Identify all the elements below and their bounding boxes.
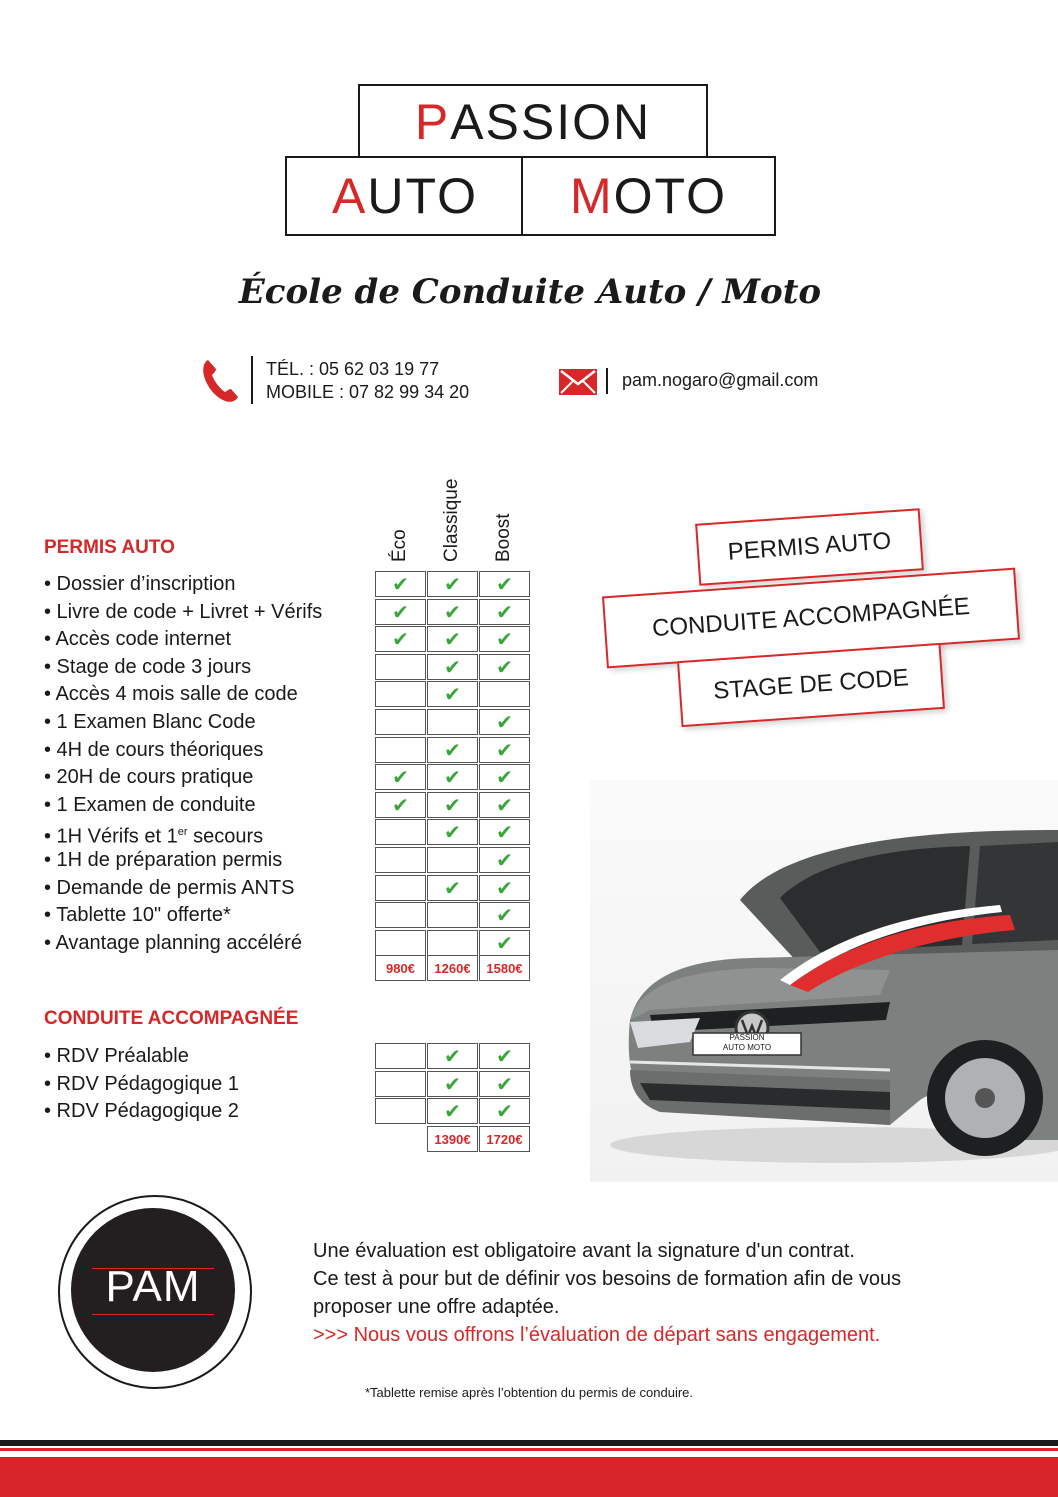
- list-item: [44, 795, 256, 815]
- table-cell: [479, 902, 530, 928]
- evaluation-offer: >>> Nous vous offrons l’évaluation de départ sans engagement.: [313, 1324, 881, 1346]
- check-icon: ✔: [496, 599, 513, 624]
- table-cell: [479, 709, 530, 735]
- list-item: [44, 1101, 239, 1121]
- table-cell: [427, 654, 478, 680]
- phone-icon: [200, 356, 242, 404]
- list-item-label: • Dossier d’inscription: [44, 573, 236, 595]
- check-icon: ✔: [444, 654, 461, 679]
- table-cell: [375, 764, 426, 790]
- list-item: [44, 905, 231, 925]
- table-cell: [375, 1098, 426, 1124]
- list-item: [44, 712, 256, 732]
- logo-letter: M: [569, 168, 614, 224]
- check-icon: ✔: [444, 1099, 461, 1124]
- table-cell: [375, 902, 426, 928]
- license-plate: [693, 1033, 801, 1055]
- list-item-label: • Livre de code + Livret + Vérifs: [44, 600, 323, 623]
- list-item: [44, 850, 282, 870]
- check-icon: ✔: [444, 599, 461, 624]
- check-icon: ✔: [392, 765, 409, 790]
- table-cell: [479, 599, 530, 625]
- check-icon: ✔: [444, 875, 461, 900]
- check-icon: ✔: [496, 1044, 513, 1068]
- plate-line: AUTO MOTO: [722, 1043, 772, 1052]
- price-cell: 1390€: [427, 1126, 478, 1152]
- table-cell: [427, 571, 478, 597]
- price-cell: 980€: [375, 955, 426, 981]
- footer-stripe-thin-red: [0, 1448, 1058, 1451]
- check-icon: ✔: [392, 572, 409, 596]
- pam-line-bottom: [92, 1314, 214, 1315]
- footer-stripe-red: [0, 1457, 1058, 1497]
- table-cell: [427, 1071, 478, 1097]
- table-cell: [375, 847, 426, 873]
- table-cell: [375, 709, 426, 735]
- list-item-label: • RDV Préalable: [44, 1045, 189, 1067]
- list-item-label: • Accès code internet: [44, 628, 232, 651]
- list-item: [44, 740, 263, 760]
- column-header-classique: Classique: [441, 478, 462, 562]
- table-cell: [479, 737, 530, 763]
- table-cell: [479, 571, 530, 597]
- footnote: *Tablette remise après l’obtention du permis de conduire.: [364, 1385, 694, 1400]
- plate-line: PASSION: [729, 1033, 765, 1042]
- pam-logo-text: PAM: [105, 1262, 201, 1311]
- table-cell: [427, 681, 478, 707]
- table-cell: [375, 1043, 426, 1069]
- table-cell: [427, 1098, 478, 1124]
- list-item-label: • Stage de code 3 jours: [44, 655, 252, 678]
- list-item: [44, 822, 263, 847]
- check-icon: ✔: [444, 737, 461, 762]
- table-cell: [375, 571, 426, 597]
- check-icon: ✔: [496, 1071, 513, 1096]
- list-item: [44, 602, 322, 622]
- list-item: [44, 657, 251, 677]
- column-header-boost: Boost: [493, 513, 514, 562]
- price-cell: 1720€: [479, 1126, 530, 1152]
- list-item-label-end: secours: [187, 826, 264, 849]
- page-subtitle: École de Conduite Auto / Moto: [238, 272, 822, 312]
- email-link[interactable]: pam.nogaro@gmail.com: [622, 370, 819, 390]
- stamp-label: STAGE DE CODE: [712, 664, 910, 705]
- table-cell: [375, 1071, 426, 1097]
- logo-text: ASSION: [450, 94, 652, 150]
- table-cell: [427, 902, 478, 928]
- table-cell: [375, 930, 426, 956]
- list-item: [44, 629, 231, 649]
- stamp-permis-auto: [695, 508, 924, 586]
- check-icon: ✔: [444, 572, 461, 596]
- logo-moto: [521, 156, 776, 236]
- table-cell: [375, 654, 426, 680]
- table-cell: [427, 764, 478, 790]
- table-cell: [375, 681, 426, 707]
- car-image: [590, 780, 1058, 1182]
- check-icon: ✔: [496, 903, 513, 928]
- logo-letter: A: [332, 168, 368, 224]
- check-icon: ✔: [444, 792, 461, 817]
- check-icon: ✔: [496, 820, 513, 845]
- price-cell: 1260€: [427, 955, 478, 981]
- table-cell: [479, 930, 530, 956]
- list-item-label: • RDV Pédagogique 2: [44, 1100, 239, 1123]
- check-icon: ✔: [496, 930, 513, 955]
- logo-passion: [358, 84, 708, 160]
- mobile-number[interactable]: MOBILE : 07 82 99 34 20: [266, 382, 470, 402]
- table-cell: [479, 626, 530, 652]
- list-item-superscript: er: [177, 826, 188, 839]
- table-cell: [479, 847, 530, 873]
- check-icon: ✔: [496, 737, 513, 762]
- table-cell: [427, 875, 478, 901]
- check-icon: ✔: [444, 1044, 461, 1068]
- divider: [251, 356, 253, 404]
- stamp-label: PERMIS AUTO: [726, 527, 893, 566]
- evaluation-text: [313, 1237, 1033, 1349]
- evaluation-line: Ce test à pour but de définir vos besoins de formation afin de vous: [313, 1268, 902, 1290]
- list-item: [44, 1046, 189, 1066]
- table-cell: [375, 599, 426, 625]
- tel-number[interactable]: TÉL. : 05 62 03 19 77: [266, 359, 440, 379]
- table-cell: [427, 819, 478, 845]
- logo-auto: [285, 156, 525, 236]
- list-item: [44, 767, 253, 787]
- table-cell: [479, 681, 530, 707]
- table-cell: [479, 1043, 530, 1069]
- table-cell: [479, 654, 530, 680]
- table-cell: [375, 875, 426, 901]
- table-cell: [479, 875, 530, 901]
- logo-text: UTO: [367, 168, 478, 224]
- check-icon: ✔: [496, 654, 513, 679]
- check-icon: ✔: [444, 1071, 461, 1096]
- column-header-eco: Éco: [389, 529, 410, 562]
- list-item-label: • 1 Examen de conduite: [44, 793, 256, 816]
- divider: [606, 368, 608, 394]
- check-icon: ✔: [496, 765, 513, 790]
- price-cell: 1580€: [479, 955, 530, 981]
- table-cell: [427, 847, 478, 873]
- table-cell: [479, 1098, 530, 1124]
- logo-text: OTO: [613, 168, 728, 224]
- list-item-label: • Demande de permis ANTS: [44, 876, 295, 899]
- check-icon: ✔: [496, 572, 513, 596]
- check-icon: ✔: [496, 710, 513, 734]
- list-item-label: • 4H de cours théoriques: [44, 738, 264, 761]
- table-cell: [427, 792, 478, 818]
- table-cell: [427, 737, 478, 763]
- table-cell: [479, 1071, 530, 1097]
- list-item: [44, 878, 294, 898]
- list-item-label: • 1 Examen Blanc Code: [44, 711, 256, 733]
- table-cell: [427, 709, 478, 735]
- phone-numbers: [266, 358, 469, 404]
- check-icon: ✔: [496, 848, 513, 872]
- list-item: [44, 933, 302, 953]
- check-icon: ✔: [496, 792, 513, 817]
- table-cell: [375, 626, 426, 652]
- table-cell: [427, 599, 478, 625]
- check-icon: ✔: [444, 820, 461, 845]
- list-item: [44, 1074, 239, 1094]
- stamp-label: CONDUITE ACCOMPAGNÉE: [651, 592, 971, 643]
- section-title-conduite-accompagnee: CONDUITE ACCOMPAGNÉE: [44, 1008, 299, 1029]
- footer-stripe-black: [0, 1440, 1058, 1446]
- list-item: [44, 574, 236, 594]
- check-icon: ✔: [444, 682, 461, 707]
- table-cell: [427, 1043, 478, 1069]
- check-icon: ✔: [392, 792, 409, 817]
- evaluation-line: Une évaluation est obligatoire avant la signature d'un contrat.: [313, 1240, 855, 1262]
- check-icon: ✔: [444, 627, 461, 652]
- check-icon: ✔: [496, 627, 513, 652]
- list-item-label: • RDV Pédagogique 1: [44, 1072, 239, 1095]
- check-icon: ✔: [496, 875, 513, 900]
- table-cell: [375, 737, 426, 763]
- check-icon: ✔: [392, 627, 409, 652]
- list-item-label: • Tablette 10" offerte*: [44, 904, 231, 927]
- table-cell: [427, 930, 478, 956]
- table-cell: [375, 819, 426, 845]
- list-item: [44, 684, 298, 704]
- list-item-label: • 20H de cours pratique: [44, 766, 254, 789]
- logo-letter: P: [414, 94, 451, 150]
- table-cell: [479, 764, 530, 790]
- table-cell: [479, 792, 530, 818]
- check-icon: ✔: [392, 599, 409, 624]
- list-item-label: • 1H de préparation permis: [44, 849, 283, 871]
- list-item-label: • 1H Vérifs et 1: [44, 826, 178, 849]
- list-item-label: • Accès 4 mois salle de code: [44, 683, 298, 706]
- envelope-icon: [559, 369, 597, 395]
- section-title-permis-auto: PERMIS AUTO: [44, 537, 175, 558]
- check-icon: ✔: [496, 1099, 513, 1124]
- check-icon: ✔: [444, 765, 461, 790]
- table-cell: [427, 626, 478, 652]
- table-cell: [479, 819, 530, 845]
- car-illustration: [590, 780, 1058, 1182]
- list-item-label: • Avantage planning accéléré: [44, 931, 302, 954]
- evaluation-line: proposer une offre adaptée.: [313, 1296, 560, 1318]
- table-cell: [375, 792, 426, 818]
